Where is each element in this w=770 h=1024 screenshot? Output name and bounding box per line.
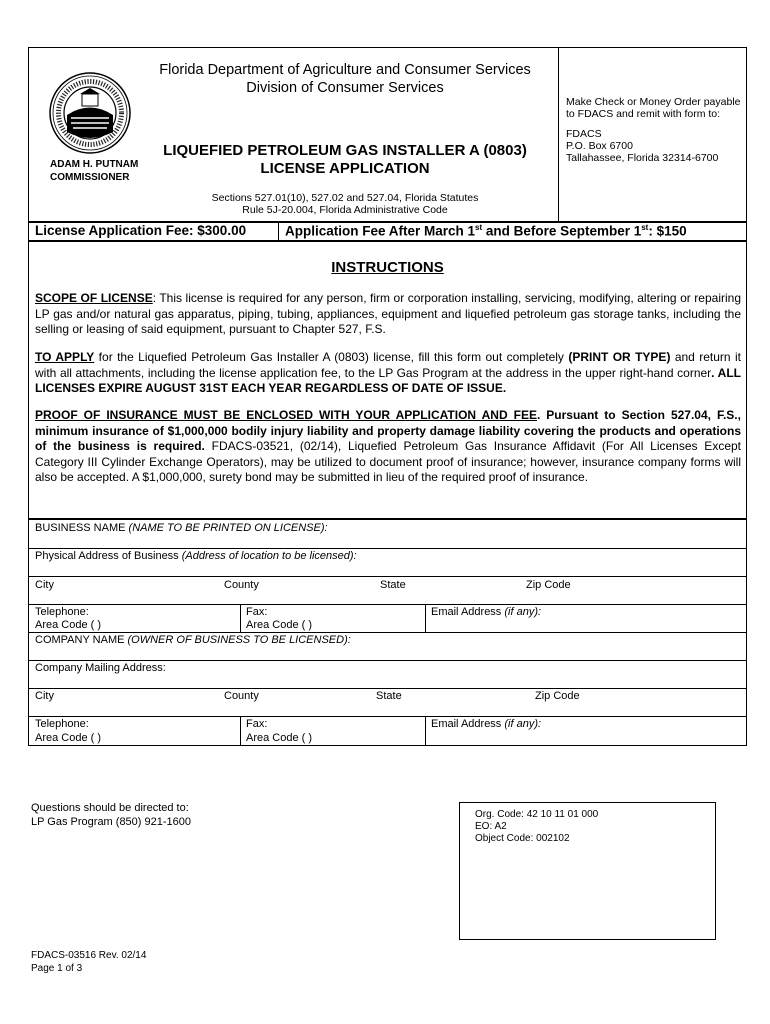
scope-paragraph xyxy=(35,291,741,338)
after-march-fee xyxy=(285,223,687,239)
proof-text: FDACS-03521, (02/14), Liquefied Petroleum Gas Insurance Affidavit (For All Licenses Except Category III Cylinder Exchange Operators), may be utilized to document proof of insurance; however, insurance company forms will also be accepted. A $1,000,000, surety bond may be submitted in lieu of the required proof of insurance. xyxy=(35,439,741,484)
statutes-line1: Sections 527.01(10), 527.02 and 527.04, Florida Statutes xyxy=(211,192,479,204)
fax-label-2[interactable]: Fax: xyxy=(246,718,268,730)
questions-line1: Questions should be directed to: xyxy=(31,802,189,814)
scope-text: : This license is required for any person, firm or corporation installing, servicing, modifying, altering or repairing LP gas and/or natural gas apparatus, piping, tubing, appliances, equipment and liquefied petroleum gas storage tanks, including the selling or leasing of said equipment, pursuant to Chapter 527, F.S. xyxy=(35,291,741,336)
email-field-2[interactable] xyxy=(431,718,541,731)
col-line-phone2 xyxy=(240,716,241,746)
page-number: Page 1 of 3 xyxy=(31,963,83,974)
state-field-1[interactable]: State xyxy=(380,579,406,591)
after-fee-post: : $150 xyxy=(648,223,687,239)
apply-label: TO APPLY xyxy=(35,350,95,364)
company-mailing-field[interactable]: Company Mailing Address: xyxy=(35,662,166,674)
remit-addr3: Tallahassee, Florida 32314-6700 xyxy=(566,152,719,164)
commissioner-name: ADAM H. PUTNAM xyxy=(50,159,139,170)
apply-paragraph xyxy=(35,350,741,397)
commissioner-title: COMMISSIONER xyxy=(50,172,130,183)
col-line-fax1 xyxy=(425,604,426,632)
telephone-label-2[interactable]: Telephone: xyxy=(35,718,89,730)
org-code: Org. Code: 42 10 11 01 000 xyxy=(475,809,599,820)
after-fee-sup2: st xyxy=(641,223,649,232)
proof-label: PROOF OF INSURANCE MUST BE ENCLOSED WITH YOUR APPLICATION AND FEE xyxy=(35,408,537,422)
col-line-phone1 xyxy=(240,604,241,632)
remit-addr2: P.O. Box 6700 xyxy=(566,140,633,152)
physical-address-note: (Address of location to be licensed): xyxy=(181,550,357,562)
proof-paragraph xyxy=(35,408,741,486)
row-line-6 xyxy=(28,688,747,689)
row-line-2 xyxy=(28,576,747,577)
area-code-1[interactable]: Area Code ( ) xyxy=(35,619,102,631)
eo-code: EO: A2 xyxy=(475,821,507,832)
email-label-2: Email Address xyxy=(431,718,505,730)
questions-line2: LP Gas Program (850) 921-1600 xyxy=(31,816,191,828)
apply-bold: (PRINT OR TYPE) xyxy=(568,350,671,364)
form-title-line1: LIQUEFIED PETROLEUM GAS INSTALLER A (0803) xyxy=(163,142,527,159)
row-line-5 xyxy=(28,660,747,661)
physical-address-field[interactable] xyxy=(35,550,735,563)
fax-label-1[interactable]: Fax: xyxy=(246,606,268,618)
division-name: Division of Consumer Services xyxy=(246,80,444,96)
email-note-2: (if any): xyxy=(504,718,542,730)
apply-text2: and return it with all attachments, including the license application fee, to the LP Gas Program at the address in the upper right-hand corner xyxy=(35,350,741,380)
department-seal xyxy=(49,72,131,154)
fax-area-code-2[interactable]: Area Code ( ) xyxy=(246,732,313,744)
statutes-line2: Rule 5J-20.004, Florida Administrative Code xyxy=(242,204,448,216)
email-label-1: Email Address xyxy=(431,606,505,618)
business-name-note: (NAME TO BE PRINTED ON LICENSE): xyxy=(128,522,328,534)
instructions-heading-text: INSTRUCTIONS xyxy=(331,259,444,276)
zip-field-2[interactable]: Zip Code xyxy=(535,690,580,702)
form-title-line2: LICENSE APPLICATION xyxy=(260,160,430,177)
row-line-4 xyxy=(28,632,747,633)
col-line-fax2 xyxy=(425,716,426,746)
company-name-label: COMPANY NAME xyxy=(35,634,128,646)
county-field-2[interactable]: County xyxy=(224,690,259,702)
license-fee: License Application Fee: $300.00 xyxy=(35,223,247,238)
fee-divider xyxy=(278,222,279,241)
after-fee-pre: Application Fee After March 1 xyxy=(285,223,476,239)
city-field-1[interactable]: City xyxy=(35,579,54,591)
telephone-label-1[interactable]: Telephone: xyxy=(35,606,89,618)
apply-text1: for the Liquefied Petroleum Gas Installer A (0803) license, fill this form out completely xyxy=(94,350,569,364)
object-code: Object Code: 002102 xyxy=(475,833,570,844)
area-code-2[interactable]: Area Code ( ) xyxy=(35,732,102,744)
header-divider xyxy=(558,47,559,222)
email-field-1[interactable] xyxy=(431,606,541,619)
fax-area-code-1[interactable]: Area Code ( ) xyxy=(246,619,313,631)
department-name: Florida Department of Agriculture and Consumer Services xyxy=(159,62,531,78)
remit-line1: Make Check or Money Order payable xyxy=(566,96,741,108)
county-field-1[interactable]: County xyxy=(224,579,259,591)
city-field-2[interactable]: City xyxy=(35,690,54,702)
form-id: FDACS-03516 Rev. 02/14 xyxy=(31,950,147,961)
row-line-3 xyxy=(28,604,747,605)
zip-field-1[interactable]: Zip Code xyxy=(526,579,571,591)
email-note-1: (if any): xyxy=(504,606,542,618)
apply-bold2: . ALL LICENSES EXPIRE AUGUST 31ST EACH YEAR REGARDLESS OF DATE OF ISSUE. xyxy=(35,365,741,395)
instructions-heading xyxy=(28,259,747,276)
after-fee-sup1: st xyxy=(475,223,483,232)
remit-line2: to FDACS and remit with form to: xyxy=(566,108,721,120)
after-fee-mid: and Before September 1 xyxy=(482,223,642,239)
company-name-note: (OWNER OF BUSINESS TO BE LICENSED): xyxy=(127,634,351,646)
proof-bold: . Pursuant to Section 527.04, F.S., minimum insurance of $1,000,000 bodily injury liability and property damage liability covering the products and operations of the business is required. xyxy=(35,408,741,453)
business-name-label: BUSINESS NAME xyxy=(35,522,129,534)
physical-address-label: Physical Address of Business xyxy=(35,550,182,562)
remit-addr1: FDACS xyxy=(566,128,602,140)
row-line-7 xyxy=(28,716,747,717)
scope-label: SCOPE OF LICENSE xyxy=(35,291,153,305)
row-line-1 xyxy=(28,548,747,549)
company-name-field[interactable] xyxy=(35,634,735,647)
business-name-field[interactable] xyxy=(35,522,735,535)
state-field-2[interactable]: State xyxy=(376,690,402,702)
